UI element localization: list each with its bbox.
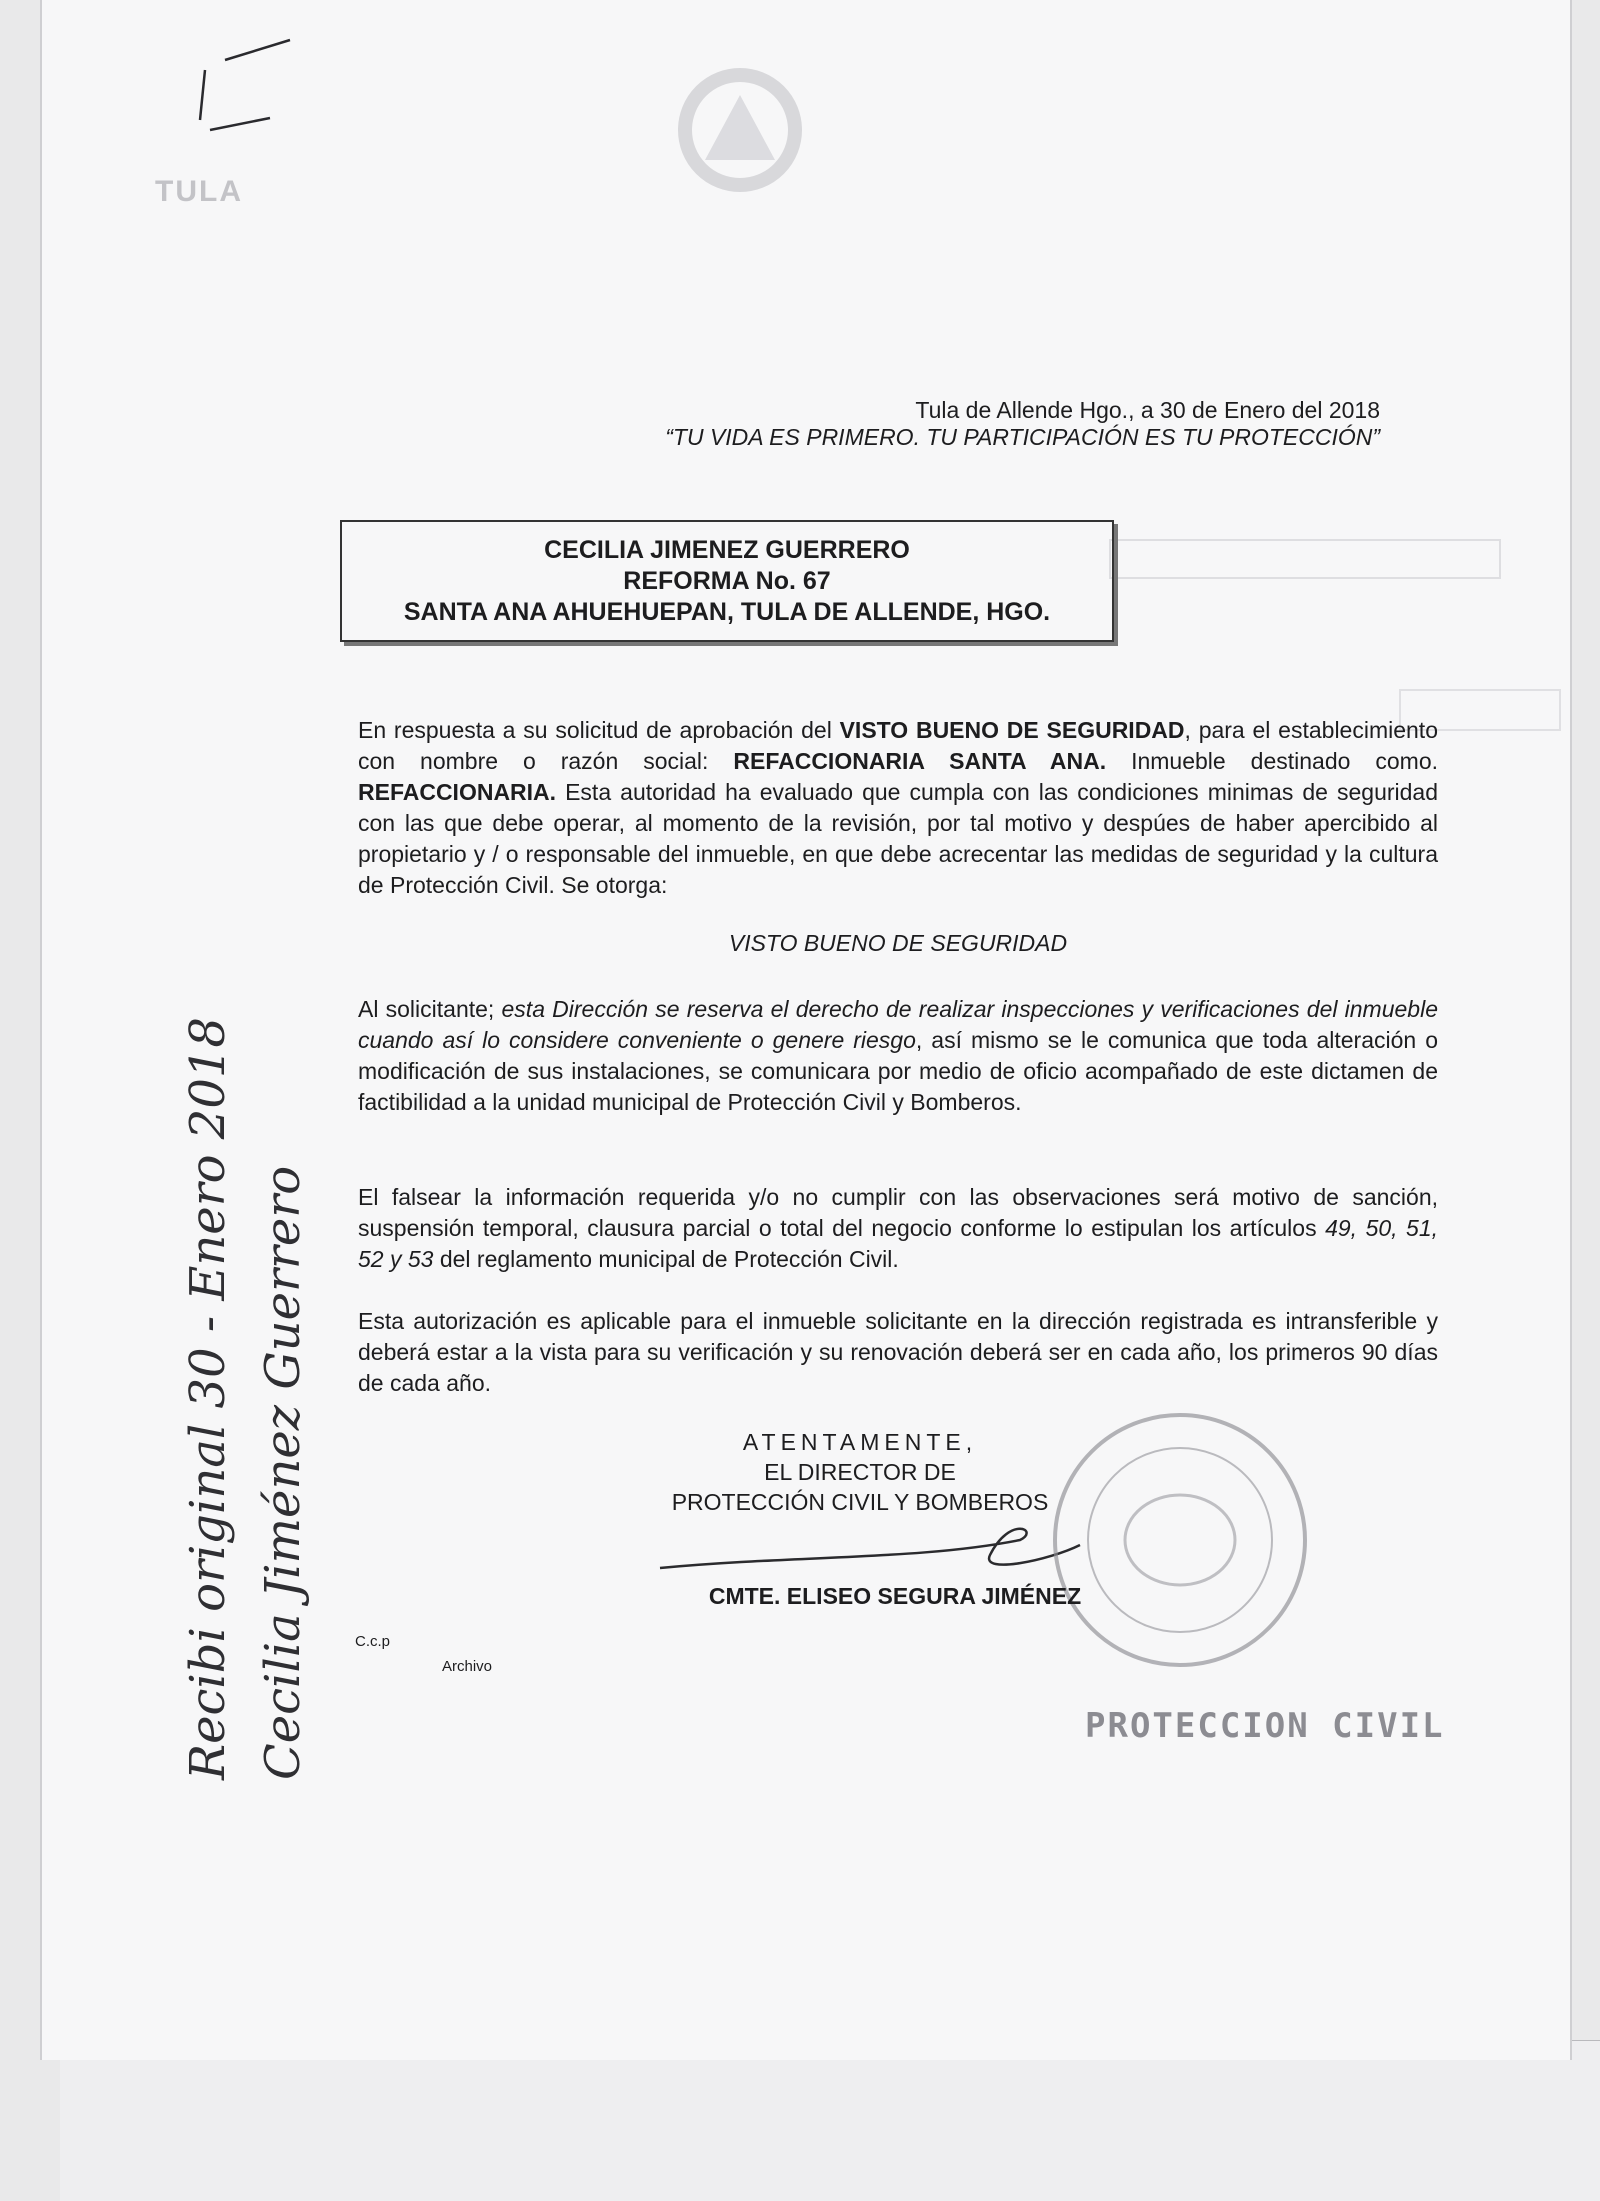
closing-title-2: PROTECCIÓN CIVIL Y BOMBEROS	[671, 1489, 1049, 1515]
p1-text-3: Inmueble destinado como.	[1106, 748, 1439, 774]
p1-bold-use: REFACCIONARIA.	[358, 779, 557, 805]
p1-text-1: En respuesta a su solicitud de aprobación del	[358, 717, 840, 743]
closing-atentamente: ATENTAMENTE,	[742, 1429, 978, 1455]
underlying-page-edge	[60, 2040, 1600, 2201]
p2-text-1: Al solicitante;	[358, 996, 502, 1022]
signer-name: CMTE. ELISEO SEGURA JIMÉNEZ	[708, 1583, 1082, 1609]
signature-scribble	[660, 1529, 1080, 1568]
closing-block	[660, 1427, 1060, 1517]
p3-text-2: del reglamento municipal de Protección Civil.	[433, 1246, 899, 1272]
p1-text-2: , para el establecimiento con nombre o razón social:	[358, 717, 1438, 774]
p2-italic-reservation: esta Dirección se reserva el derecho de realizar inspecciones y verificaciones del inmueble cuando así lo considere conveniente o genere riesgo	[358, 996, 1438, 1053]
slogan: “TU VIDA ES PRIMERO. TU PARTICIPACIÓN ES TU PROTECCIÓN”	[665, 424, 1380, 450]
p1-bold-visto-bueno: VISTO BUENO DE SEGURIDAD	[839, 717, 1185, 743]
p3-text-1: El falsear la información requerida y/o no cumplir con las observaciones será motivo de sanción, suspensión temporal, clausura parcial o total del negocio conforme lo estipulan los artículos	[358, 1184, 1438, 1241]
paragraph-request-response	[358, 715, 1438, 901]
paragraph-authorization: Esta autorización es aplicable para el inmueble solicitante en la dirección registrada es intransferible y deberá estar a la vista para su verificación y su renovación deberá ser en cada año, los primeros 90 días de cada año.	[358, 1308, 1438, 1396]
handwritten-line-2: Cecilia Jiménez Guerrero	[255, 1165, 311, 1780]
handwritten-line-1: Recibi original 30 - Enero 2018	[180, 1017, 236, 1780]
grant-heading: VISTO BUENO DE SEGURIDAD	[728, 930, 1068, 956]
addressee-name: CECILIA JIMENEZ GUERRERO	[544, 535, 910, 564]
p1-text-4: Esta autoridad ha evaluado que cumpla con las condiciones minimas de seguridad con las que debe operar, al momento de la revisión, por tal motivo y despúes de haber apercibido al propietario y / o responsable del inmueble, en que debe acrecentar las medidas de seguridad y la cultura de Protección Civil. Se otorga:	[358, 779, 1438, 898]
date-line: Tula de Allende Hgo., a 30 de Enero del 2018	[915, 397, 1380, 423]
p3-italic-articles: 49, 50, 51, 52 y 53	[358, 1215, 1439, 1272]
official-seal	[1055, 1415, 1305, 1665]
show-through-triangle	[705, 95, 775, 160]
p2-text-2: , así mismo se le comunica que toda alteración o modificación de sus instalaciones, se comunicara por medio de oficio acompañado de este dictamen de factibilidad a la unidad municipal de Protección Civil y Bomberos.	[358, 1027, 1438, 1115]
addressee-locality: SANTA ANA AHUEHUEPAN, TULA DE ALLENDE, HGO.	[403, 597, 1051, 626]
ccp-label: C.c.p	[355, 1633, 391, 1650]
closing-title-1: EL DIRECTOR DE	[764, 1459, 956, 1485]
show-through-logo-text: TULA	[155, 175, 243, 208]
p1-bold-business-name: REFACCIONARIA SANTA ANA.	[733, 748, 1107, 774]
handwritten-marks	[200, 40, 290, 130]
paragraph-inspections	[358, 994, 1438, 1118]
stamp-protection-civil-text: PROTECCION CIVIL	[1085, 1706, 1445, 1746]
addressee-street: REFORMA No. 67	[623, 566, 831, 595]
ccp-archivo: Archivo	[442, 1658, 493, 1675]
show-through-box	[1110, 540, 1500, 578]
document-page	[40, 0, 1570, 2060]
paragraph-sanctions	[358, 1182, 1438, 1275]
addressee-box	[340, 520, 1114, 642]
handwritten-receipt-note	[150, 880, 370, 1800]
